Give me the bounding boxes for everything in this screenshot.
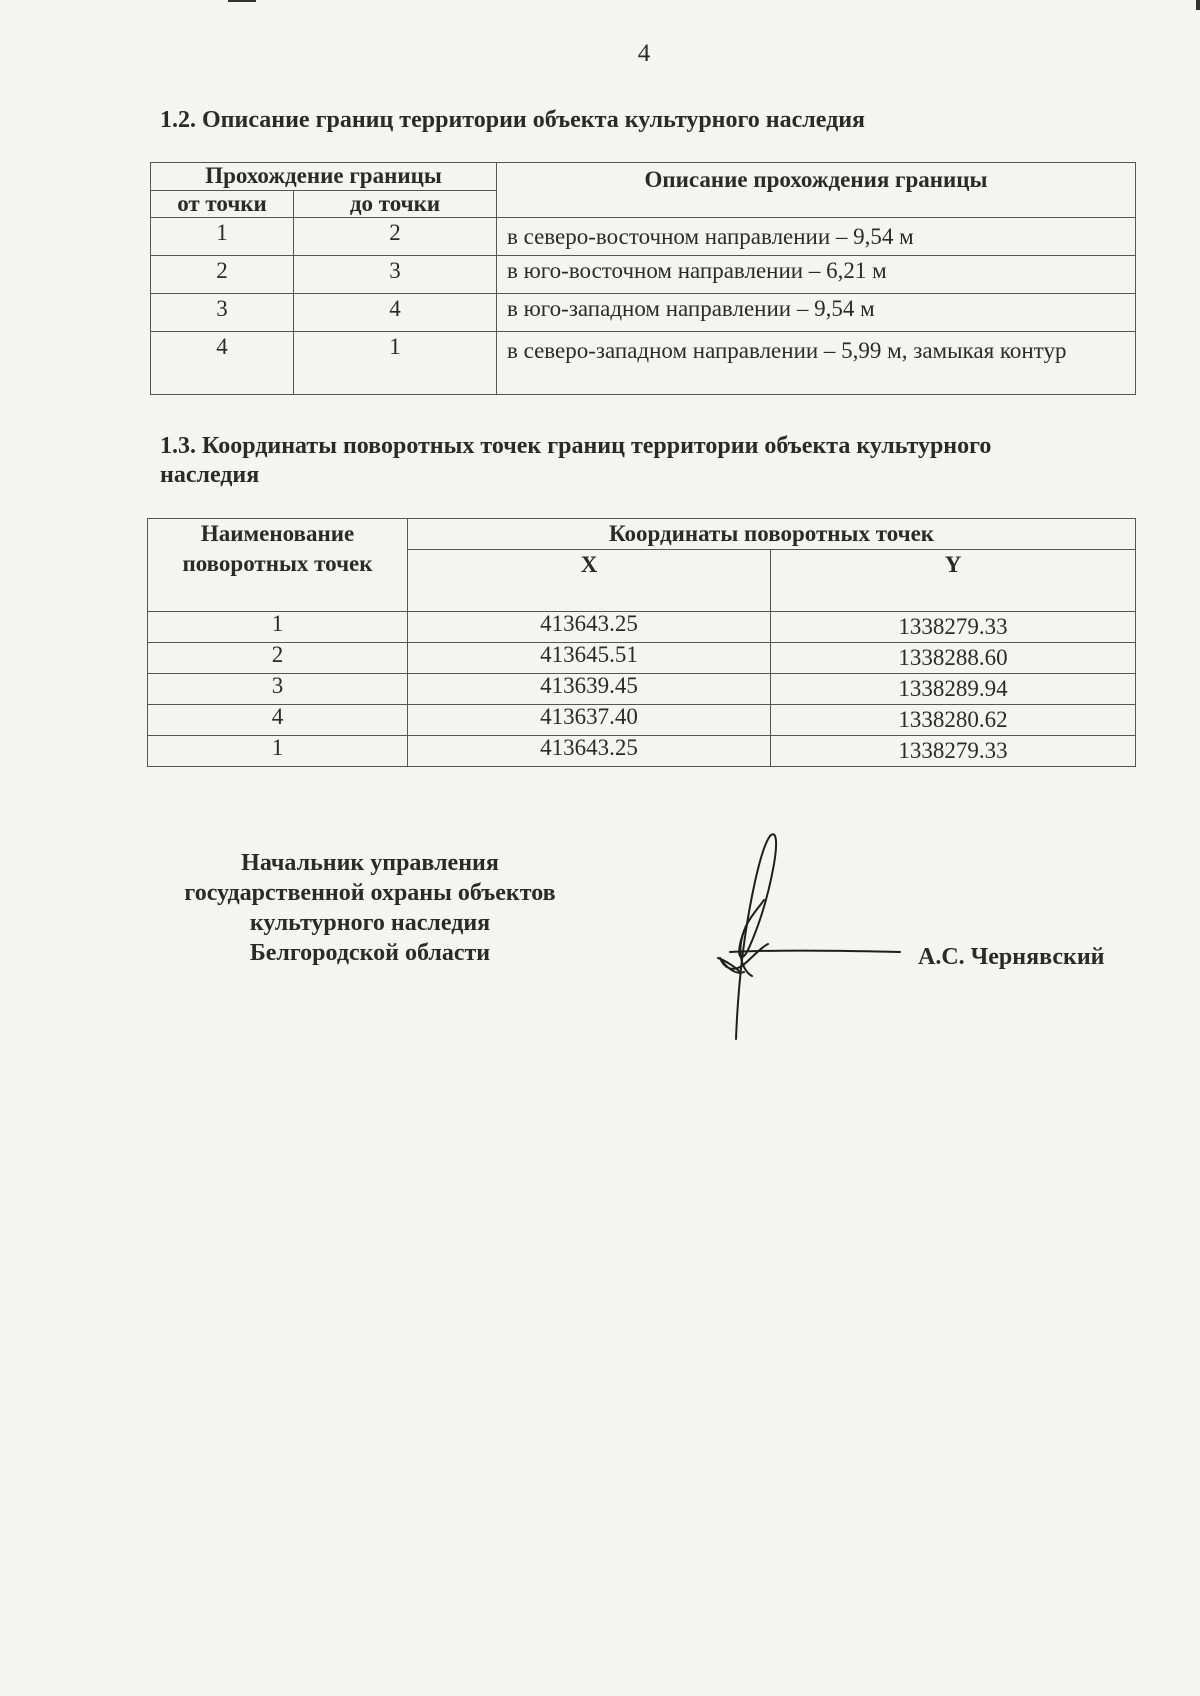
table-row	[151, 332, 1136, 395]
table-row	[148, 643, 1136, 674]
header-coordinates: Координаты поворотных точек	[408, 519, 1136, 550]
header-x: X	[408, 550, 771, 612]
cell-to: 2	[294, 218, 497, 256]
signatory-title-line: Начальник управления	[241, 850, 499, 876]
cell-description: в юго-западном направлении – 9,54 м	[497, 294, 1136, 332]
table-row	[148, 705, 1136, 736]
header-to-point: до точки	[294, 191, 497, 218]
cell-x: 413643.25	[408, 736, 771, 767]
header-y: Y	[771, 550, 1136, 612]
boundary-description-table	[150, 162, 1136, 395]
section-heading-coordinates: 1.3. Координаты поворотных точек границ территории объекта культурного наследия	[160, 433, 992, 488]
cell-point: 2	[148, 643, 408, 674]
cell-x: 413645.51	[408, 643, 771, 674]
cell-point: 1	[148, 736, 408, 767]
coordinates-table	[147, 518, 1136, 767]
header-passage: Прохождение границы	[151, 163, 497, 191]
scan-mark-right	[1196, 0, 1200, 10]
cell-point: 3	[148, 674, 408, 705]
signatory-title-line: культурного наследия	[249, 910, 491, 936]
cell-from: 3	[151, 294, 294, 332]
cell-to: 4	[294, 294, 497, 332]
cell-y: 1338279.33	[771, 736, 1136, 767]
cell-description: в юго-восточном направлении – 6,21 м	[497, 256, 1136, 294]
cell-to: 1	[294, 332, 497, 395]
cell-from: 1	[151, 218, 294, 256]
cell-x: 413637.40	[408, 705, 771, 736]
cell-y: 1338279.33	[771, 612, 1136, 643]
cell-point: 4	[148, 705, 408, 736]
header-from-point: от точки	[151, 191, 294, 218]
cell-y: 1338289.94	[771, 674, 1136, 705]
handwritten-signature	[660, 826, 910, 1056]
cell-to: 3	[294, 256, 497, 294]
cell-x: 413639.45	[408, 674, 771, 705]
cell-description: в северо-западном направлении – 5,99 м, замыкая контур	[497, 332, 1136, 395]
cell-y: 1338280.62	[771, 705, 1136, 736]
scan-mark-top	[228, 0, 256, 2]
table-row	[151, 256, 1136, 294]
signatory-name: А.С. Чернявский	[918, 944, 1105, 970]
page-number: 4	[637, 40, 651, 67]
header-description: Описание прохождения границы	[497, 163, 1136, 218]
cell-point: 1	[148, 612, 408, 643]
cell-x: 413643.25	[408, 612, 771, 643]
table-row	[151, 218, 1136, 256]
table-row	[148, 674, 1136, 705]
cell-from: 4	[151, 332, 294, 395]
cell-y: 1338288.60	[771, 643, 1136, 674]
signatory-title-line: Белгородской области	[249, 940, 491, 966]
signatory-title	[140, 848, 600, 968]
table-row	[148, 612, 1136, 643]
cell-from: 2	[151, 256, 294, 294]
table-row	[148, 736, 1136, 767]
cell-description: в северо-восточном направлении – 9,54 м	[497, 218, 1136, 256]
section-heading-boundaries: 1.2. Описание границ территории объекта культурного наследия	[160, 107, 866, 133]
signatory-title-line: государственной охраны объектов	[184, 880, 556, 906]
header-point-name: Наименование поворотных точек	[148, 519, 408, 612]
table-row	[151, 294, 1136, 332]
